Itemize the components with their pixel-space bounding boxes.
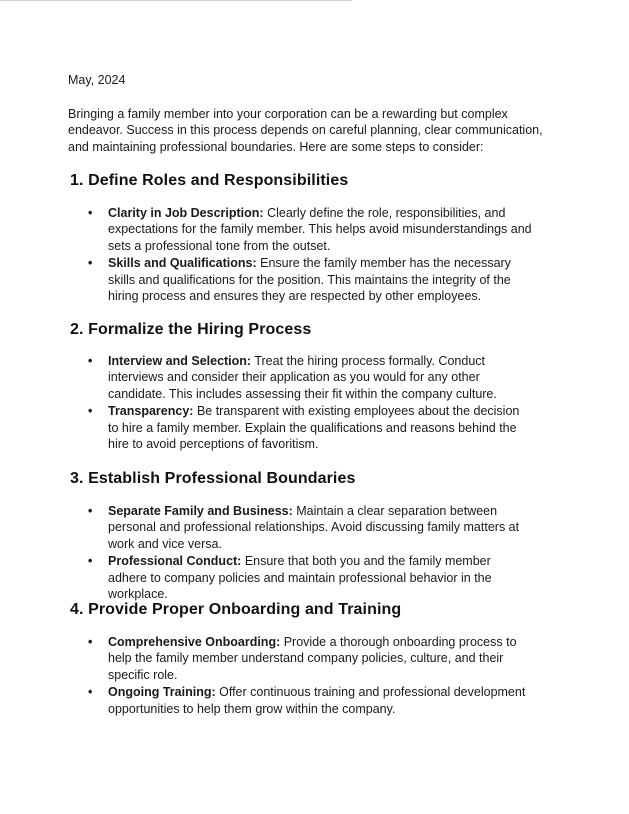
bullet-icon: • — [88, 354, 93, 368]
item-term: Clarity in Job Description: — [108, 206, 264, 220]
item-term: Comprehensive Onboarding: — [108, 635, 281, 649]
bullet-icon: • — [88, 206, 93, 220]
section-heading: 3. Establish Professional Boundaries — [70, 470, 356, 487]
section-formalize-hiring — [70, 321, 550, 452]
item-term: Transparency: — [108, 404, 194, 419]
bullet-icon: • — [88, 554, 93, 569]
section-heading: 2. Formalize the Hiring Process — [70, 321, 312, 338]
bullet-icon: • — [88, 404, 93, 419]
item-term: Professional Conduct: — [108, 554, 242, 569]
section-heading: 4. Provide Proper Onboarding and Training — [70, 601, 402, 618]
item-text: Maintain a clear separation between personal and professional relationships. Avoid discussing family matters at work and vice versa. — [108, 504, 520, 551]
section-heading: 1. Define Roles and Responsibilities — [70, 172, 349, 189]
document-date: May, 2024 — [68, 73, 126, 87]
list-item — [88, 503, 533, 552]
item-text: Treat the hiring process formally. Conduct interviews and consider their application as you would for any other candidate. This includes assessing their fit within the company culture. — [108, 354, 497, 401]
list-item — [88, 634, 533, 683]
item-term: Ongoing Training: — [108, 685, 216, 700]
item-text: Clearly define the role, responsibilities, and expectations for the family member. This helps avoid misunderstandings and sets a professional tone from the outset. — [108, 206, 532, 253]
item-text: Ensure the family member has the necessary skills and qualifications for the position. This maintains the integrity of the hiring process and ensures they are respected by other employees. — [108, 256, 511, 304]
item-term: Separate Family and Business: — [108, 504, 293, 518]
bullet-list — [88, 353, 533, 453]
bullet-list — [88, 503, 533, 603]
list-item — [88, 255, 533, 304]
section-onboarding-training — [70, 601, 550, 716]
bullet-list — [88, 634, 533, 718]
item-text: Provide a thorough onboarding process to help the family member understand company policies, culture, and their specific role. — [108, 635, 517, 682]
list-item — [88, 403, 533, 452]
scan-edge-line — [0, 0, 352, 1]
intro-paragraph: Bringing a family member into your corporation can be a rewarding but complex endeavor. Success in this process depends on careful planning, clear communication, and maintaining professional boundaries. Here are some steps to consider: — [68, 107, 543, 154]
bullet-icon: • — [88, 504, 93, 518]
list-item — [88, 205, 533, 254]
item-text: Be transparent with existing employees about the decision to hire a family member. Explain the qualifications and reasons behind the hire to avoid perceptions of favoritism. — [108, 404, 520, 452]
bullet-icon: • — [88, 685, 93, 700]
section-professional-boundaries — [70, 470, 550, 602]
item-term: Interview and Selection: — [108, 354, 252, 368]
section-define-roles — [70, 172, 550, 304]
item-text: Ensure that both you and the family member adhere to company policies and maintain professional behavior in the workplace. — [108, 554, 492, 602]
bullet-icon: • — [88, 635, 93, 649]
item-text: Offer continuous training and professional development opportunities to help them grow within the company. — [108, 685, 526, 716]
item-term: Skills and Qualifications: — [108, 256, 257, 271]
list-item — [88, 553, 533, 602]
bullet-list — [88, 205, 533, 305]
bullet-icon: • — [88, 256, 93, 271]
list-item — [88, 684, 533, 717]
list-item — [88, 353, 533, 402]
